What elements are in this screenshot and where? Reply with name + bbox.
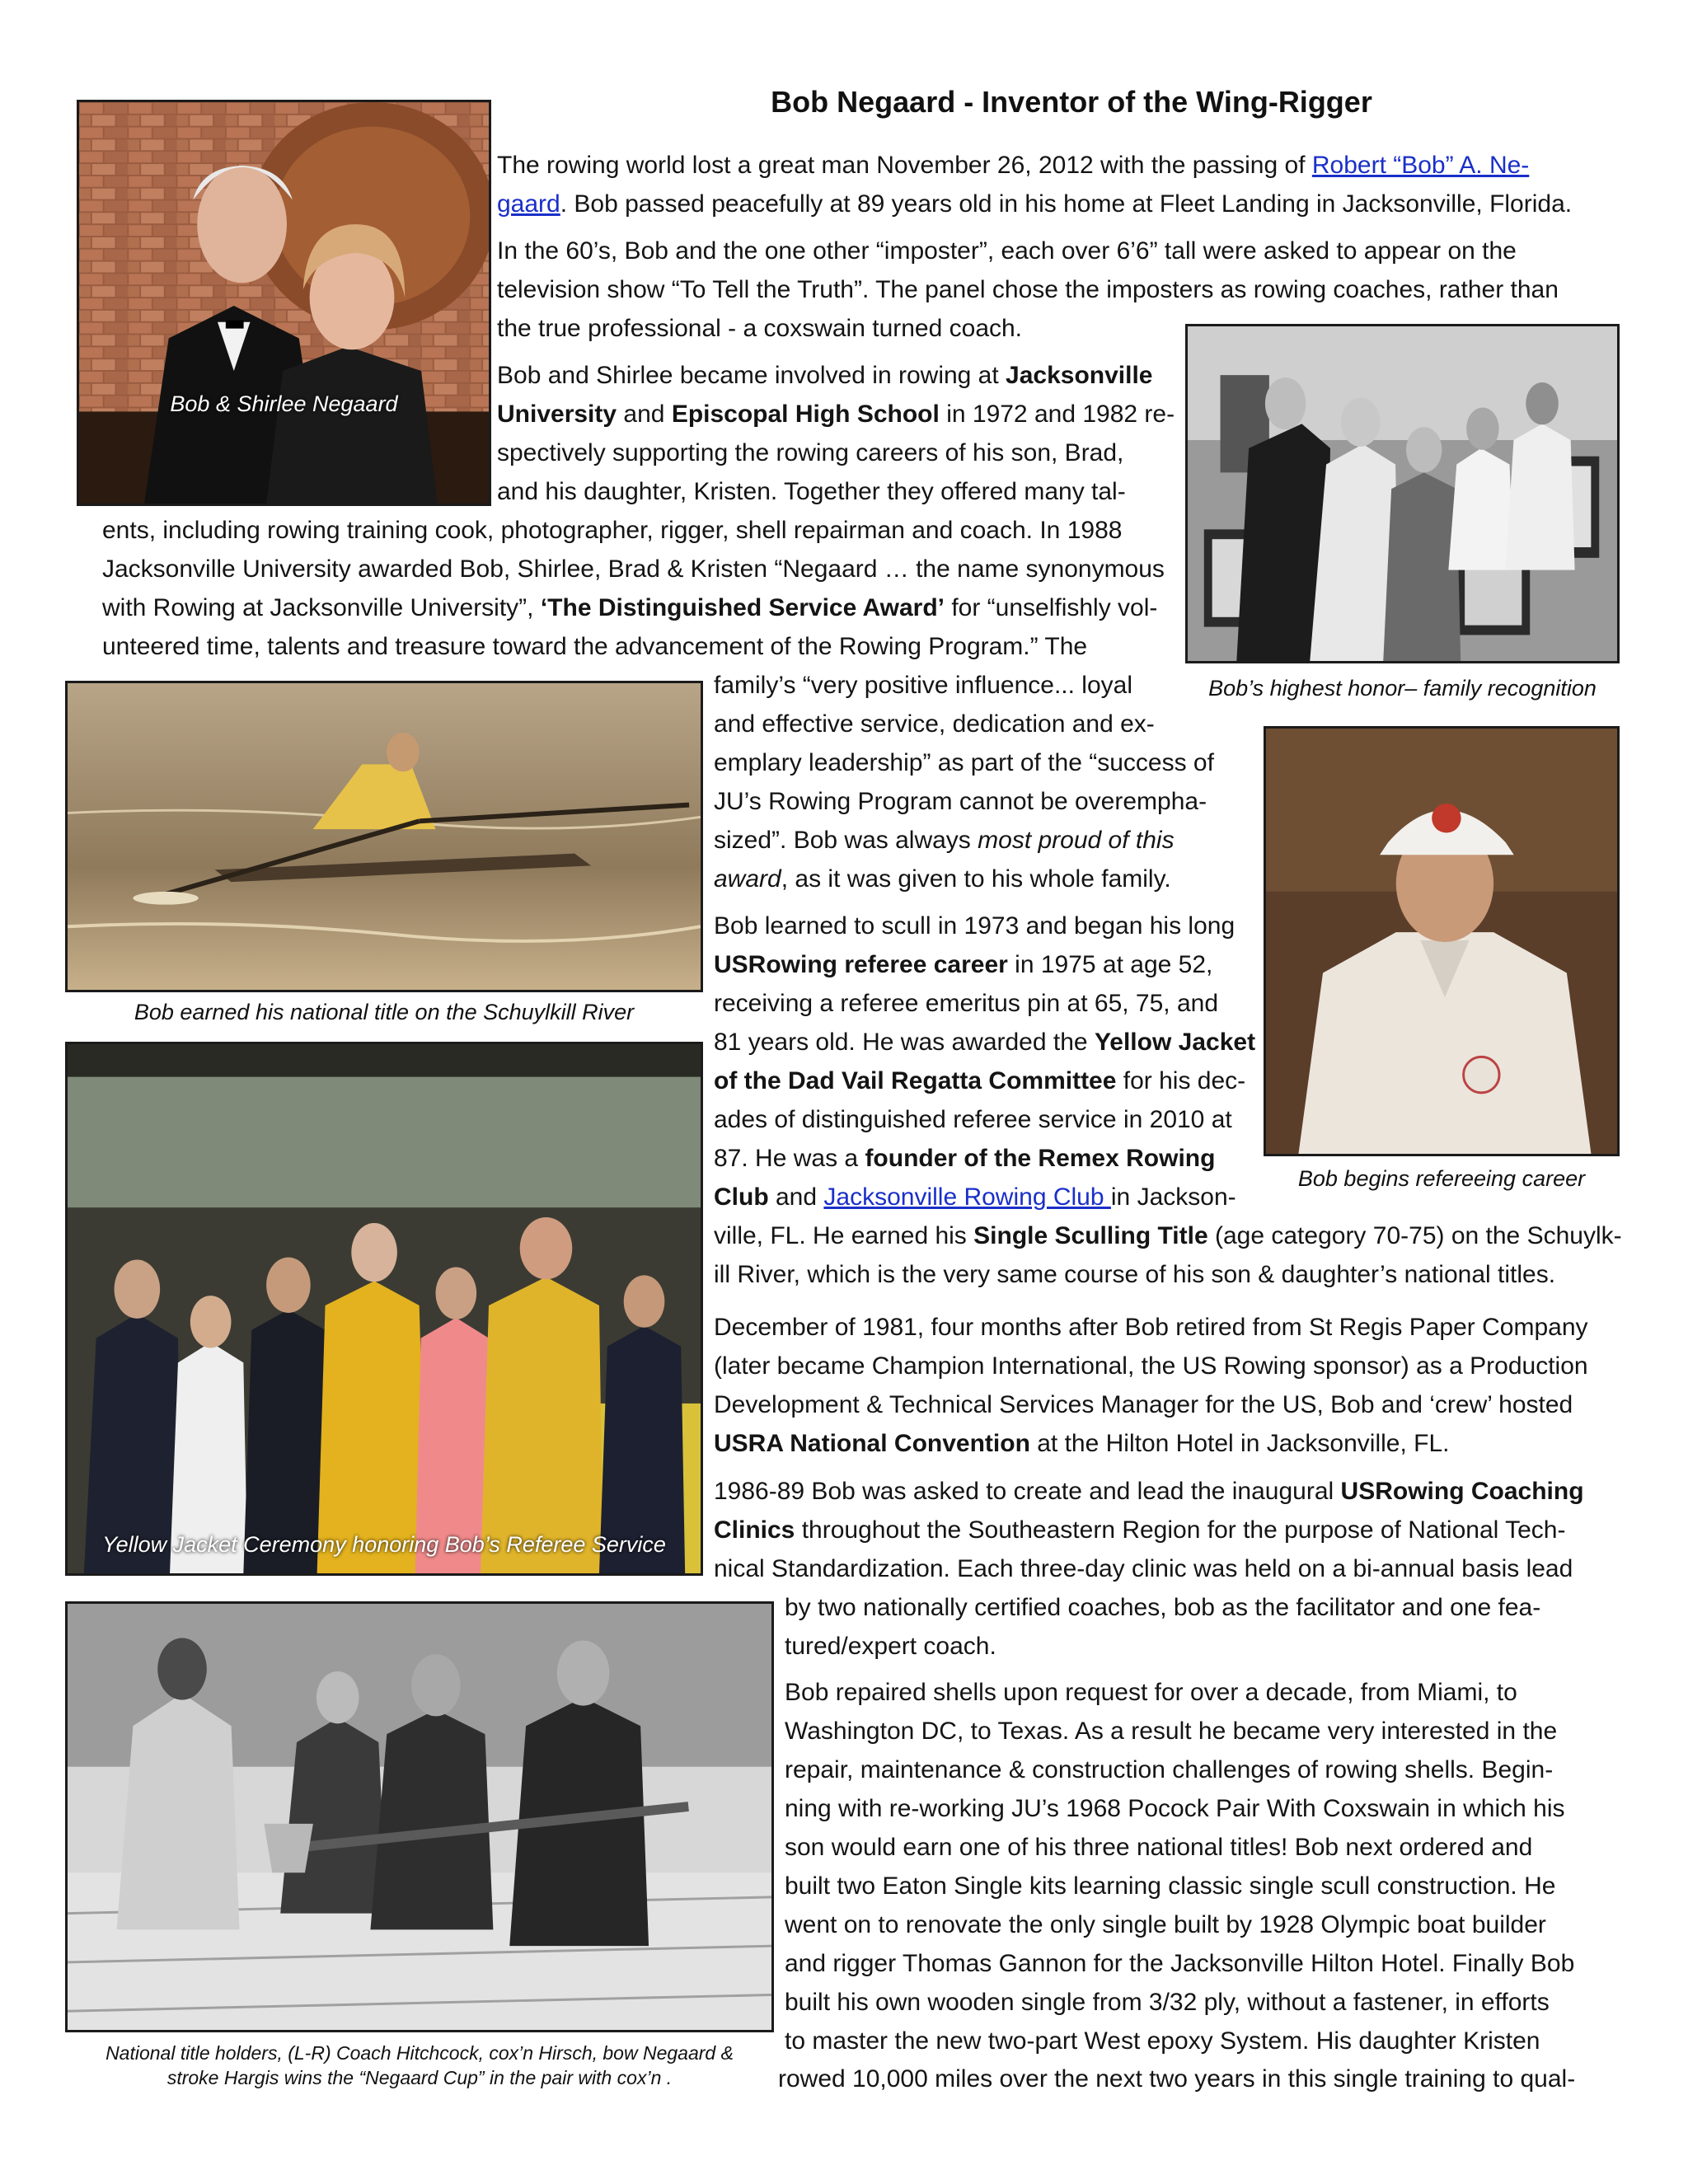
photo-schuylkill-river-caption: Bob earned his national title on the Schuylkill River (134, 1000, 635, 1024)
paragraph-referee-career: Bob learned to scull in 1973 and began his long USRowing referee career in 1975 at age 52, receiving a referee emeritus pin at 65, 75, and 81 years old. He was awarded the Yellow Jacket of the Dad Vail Regatta Committee for his dec- ades of distinguished referee service in 2010 at 87. He was a founder of the Remex Rowing Club and Jacksonville Rowing Club in Jackson- ville, FL. He earned his Single Sculling Title (age category 70-75) on the Schuylk- ill River, which is the very same course of his son & daughter’s national titles. (714, 912, 1622, 1288)
paragraph-jacksonville-university-part3: family’s “very positive influence... loyal and effective service, dedication and ex- emplary leadership” as part of the “success of JU’s Rowing Program cannot be overempha- sized”. Bob was always most proud of this award, as it was given to his whole family. (714, 672, 1214, 893)
photo-national-title-holders-image (68, 1604, 771, 2030)
page-title: Bob Negaard - Inventor of the Wing-Rigger (771, 85, 1372, 119)
paragraph-shell-repair-last: rowed 10,000 miles over the next two years in this single training to qual- (778, 2065, 1576, 2093)
photo-bob-shirlee (77, 100, 491, 506)
paragraph-coaching-clinics-part2: by two nationally certified coaches, bob as the facilitator and one fea- tured/expert coach. (785, 1594, 1541, 1660)
photo-schuylkill-river-image (68, 683, 701, 990)
photo-refereeing-career-caption: Bob begins refereeing career (1297, 1166, 1586, 1191)
paragraph-jacksonville-university-part2: ents, including rowing training cook, photographer, rigger, shell repairman and coach. In 1988 Jacksonville University awarded Bob, Shirlee, Brad & Kristen “Negaard … the name synonymous with Rowing at Jacksonville University”, ‘The Distinguished Service Award’ for “unselfishly vol- unteered time, talents and treasure toward the advancement of the Rowing Program.” The (102, 517, 1165, 660)
paragraph-shell-repair: Bob repaired shells upon request for over a decade, from Miami, to Washington DC, to Texas. As a result he became very interested in the repair, maintenance & construction challenges of rowing shells. Begin- ning with re-working JU’s 1968 Pocock Pair With Coxswain in which his son would earn one of his three national titles! Bob next ordered and built two Eaton Single kits learning classic single scull construction. He went on to renovate the only single built by 1928 Olympic boat builder and rigger Thomas Gannon for the Jacksonville Hilton Hotel. Finally Bob built his own wooden single from 3/32 ply, without a fastener, in efforts to master the new two-part West epoxy System. His daughter Kristen (785, 1679, 1575, 2055)
photo-yellow-jacket-caption: Yellow Jacket Ceremony honoring Bob’s Referee Service (102, 1532, 666, 1557)
paragraph-jacksonville-university-part1: Bob and Shirlee became involved in rowing at Jacksonville University and Episcopal High School in 1972 and 1982 re- spectively supporting the rowing careers of his son, Brad, and his daughter, Kristen. Together they offered many tal- (497, 362, 1175, 505)
photo-bob-shirlee-image (79, 102, 489, 504)
link-robert-negaard[interactable]: Robert “Bob” A. Ne- (1311, 152, 1530, 179)
paragraph-to-tell-the-truth: In the 60’s, Bob and the one other “imposter”, each over 6’6” tall were asked to appear on the television show “To Tell the Truth”. The panel chose the imposters as rowing coaches, rather than the true professional - a coxswain turned coach. (497, 237, 1559, 342)
photo-family-recognition (1185, 324, 1620, 663)
paragraph-coaching-clinics-part1: 1986-89 Bob was asked to create and lead the inaugural USRowing Coaching Clinics throughout the Southeastern Region for the purpose of National Tech- nical Standardization. Each three-day clinic was held on a bi-annual basis lead (714, 1478, 1584, 1582)
photo-schuylkill-river (65, 681, 703, 992)
photo-yellow-jacket-ceremony-image (68, 1044, 701, 1573)
photo-yellow-jacket-ceremony (65, 1042, 703, 1576)
paragraph-usra-convention: December of 1981, four months after Bob retired from St Regis Paper Company (later became Champion International, the US Rowing sponsor) as a Production Development & Technical Services Manager for the US, Bob and ‘crew’ hosted USRA National Convention at the Hilton Hotel in Jacksonville, FL. (714, 1314, 1588, 1457)
photo-national-title-holders-caption: National title holders, (L-R) Coach Hitchcock, cox’n Hirsch, bow Negaard & stroke Hargis wins the “Negaard Cup” in the pair with cox’n . (106, 2042, 734, 2088)
photo-national-title-holders (65, 1601, 774, 2032)
paragraph-intro: The rowing world lost a great man November 26, 2012 with the passing of Robert “Bob” A. Ne- gaard. Bob passed peacefully at 89 years old in his home at Fleet Landing in Jacksonville, Florida. (497, 152, 1573, 218)
photo-family-recognition-caption: Bob’s highest honor– family recognition (1208, 676, 1597, 701)
photo-bob-shirlee-caption: Bob & Shirlee Negaard (170, 391, 398, 416)
photo-family-recognition-image (1188, 326, 1617, 661)
link-robert-negaard-cont[interactable]: gaard (497, 190, 560, 218)
link-jacksonville-rowing-club[interactable]: Jacksonville Rowing Club (823, 1183, 1111, 1211)
